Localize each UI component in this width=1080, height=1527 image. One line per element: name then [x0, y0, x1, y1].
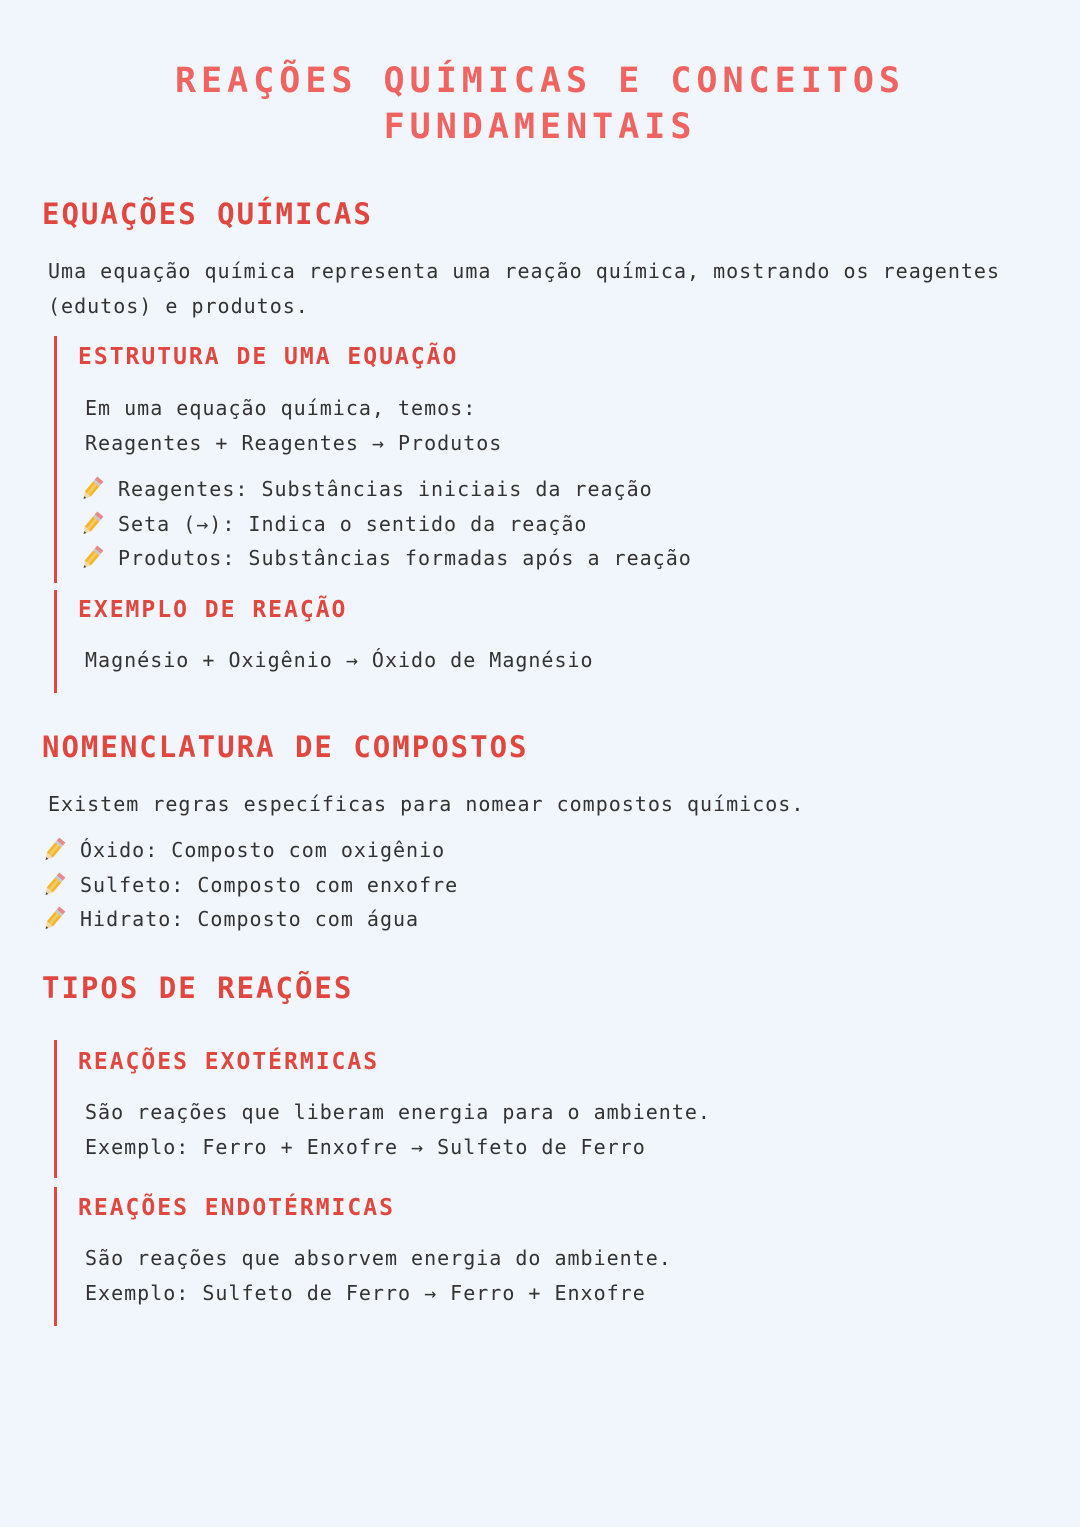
- list-item: [40, 902, 458, 937]
- list-item: [78, 541, 1004, 576]
- estrutura-heading: ESTRUTURA DE UMA EQUAÇÃO: [78, 344, 459, 370]
- section-heading-equacoes: EQUAÇÕES QUÍMICAS: [42, 197, 373, 231]
- pencil-icon: [78, 544, 106, 572]
- list-item-text: Seta (→): Indica o sentido da reação: [118, 511, 588, 536]
- exemplo-line-1: Magnésio + Oxigênio → Óxido de Magnésio: [85, 648, 594, 672]
- section-heading-nomenclatura: NOMENCLATURA DE COMPOSTOS: [42, 730, 529, 764]
- list-item-text: Reagentes: Substâncias iniciais da reação: [118, 477, 653, 501]
- section-heading-tipos: TIPOS DE REAÇÕES: [42, 971, 354, 1005]
- estrutura-block: [54, 336, 1004, 583]
- list-item: [40, 833, 458, 868]
- endotermicas-heading: REAÇÕES ENDOTÉRMICAS: [78, 1195, 395, 1221]
- pencil-icon: [40, 836, 68, 864]
- exotermicas-heading: REAÇÕES EXOTÉRMICAS: [78, 1049, 380, 1075]
- pencil-icon: [78, 475, 106, 503]
- endotermicas-block: [54, 1187, 1004, 1326]
- list-item: [40, 868, 458, 903]
- exemplo-block: [54, 590, 1004, 693]
- equacoes-intro-line-2: (edutos) e produtos.: [48, 294, 309, 318]
- exotermicas-block: [54, 1040, 1004, 1178]
- list-item-text: Sulfeto: Composto com enxofre: [80, 872, 459, 897]
- exemplo-heading: EXEMPLO DE REAÇÃO: [78, 597, 348, 623]
- list-item-text: Produtos: Substâncias formadas após a reação: [118, 546, 692, 570]
- equacoes-intro: [48, 254, 1038, 324]
- pencil-icon: [78, 510, 106, 538]
- list-item-text: Hidrato: Composto com água: [80, 907, 420, 931]
- list-item-text: Óxido: Composto com oxigênio: [80, 838, 446, 862]
- estrutura-line-1: Em uma equação química, temos:: [85, 396, 477, 420]
- page-title-line-1: REAÇÕES QUÍMICAS E CONCEITOS: [174, 61, 905, 101]
- estrutura-bullet-list: [78, 472, 1004, 576]
- nomenclatura-intro: Existem regras específicas para nomear compostos químicos.: [48, 792, 805, 816]
- endotermicas-line-2: Exemplo: Sulfeto de Ferro → Ferro + Enxofre: [85, 1281, 646, 1305]
- endotermicas-line-1: São reações que absorvem energia do ambiente.: [85, 1246, 672, 1270]
- page-title: [0, 58, 1080, 150]
- exotermicas-line-2: Exemplo: Ferro + Enxofre → Sulfeto de Ferro: [85, 1135, 646, 1159]
- page-title-line-2: FUNDAMENTAIS: [383, 107, 697, 147]
- exotermicas-line-1: São reações que liberam energia para o ambiente.: [85, 1100, 711, 1124]
- list-item: [78, 472, 1004, 507]
- nomenclatura-bullet-list: [40, 833, 458, 937]
- estrutura-line-2: Reagentes + Reagentes → Produtos: [85, 431, 503, 455]
- pencil-icon: [40, 905, 68, 933]
- pencil-icon: [40, 871, 68, 899]
- equacoes-intro-line-1: Uma equação química representa uma reação química, mostrando os reagentes: [48, 259, 1000, 283]
- list-item: [78, 507, 1004, 542]
